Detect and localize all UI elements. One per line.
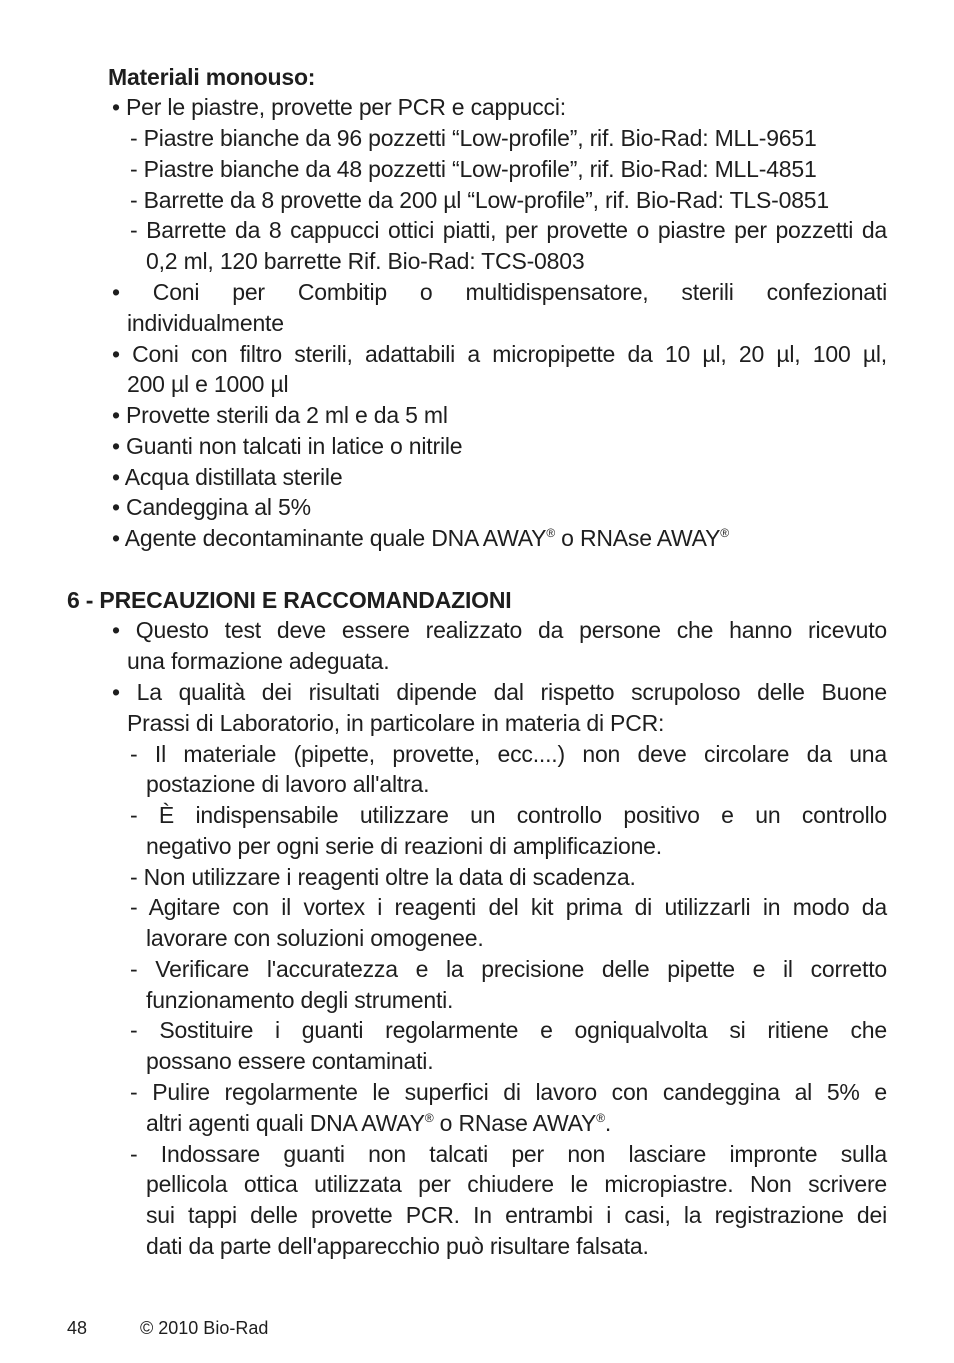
copyright-notice: © 2010 Bio-Rad xyxy=(140,1318,269,1338)
sub-item-continuation: possano essere contaminati. xyxy=(146,1048,434,1074)
sub-item: - Il materiale (pipette, provette, ecc....) non deve circolare da una xyxy=(130,741,887,767)
bullet-continuation: individualmente xyxy=(127,310,284,336)
sub-item: - Sostituire i guanti regolarmente e ogniqualvolta si ritiene che xyxy=(130,1017,887,1043)
section-heading-precauzioni: 6 - PRECAUZIONI E RACCOMANDAZIONI xyxy=(67,587,512,613)
sub-item-continuation: negativo per ogni serie di reazioni di amplificazione. xyxy=(146,833,662,859)
bullet-item: • Acqua distillata sterile xyxy=(112,464,343,490)
sub-item-continuation: sui tappi delle provette PCR. In entrambi i casi, la registrazione dei xyxy=(146,1202,887,1228)
sub-item: - Verificare l'accuratezza e la precisione delle pipette e il corretto xyxy=(130,956,887,982)
page-number: 48 xyxy=(67,1318,88,1338)
sub-item: - Piastre bianche da 48 pozzetti “Low-profile”, rif. Bio-Rad: MLL-4851 xyxy=(130,156,817,182)
bullet-continuation: una formazione adeguata. xyxy=(127,648,390,674)
sub-item-continuation: funzionamento degli strumenti. xyxy=(146,987,454,1013)
bullet-item: • Coni con filtro sterili, adattabili a micropipette da 10 µl, 20 µl, 100 µl, xyxy=(112,341,887,367)
sub-item-continuation: postazione di lavoro all'altra. xyxy=(146,771,430,797)
sub-item: - È indispensabile utilizzare un controllo positivo e un controllo xyxy=(130,802,887,828)
bullet-continuation: Prassi di Laboratorio, in particolare in materia di PCR: xyxy=(127,710,665,736)
bullet-item: • Coni per Combitip o multidispensatore, sterili confezionati xyxy=(112,279,887,305)
sub-item: - Agitare con il vortex i reagenti del kit prima di utilizzarli in modo da xyxy=(130,894,887,920)
sub-item: - Non utilizzare i reagenti oltre la data di scadenza. xyxy=(130,864,636,890)
bullet-continuation: 200 µl e 1000 µl xyxy=(127,371,289,397)
sub-item: - Indossare guanti non talcati per non lasciare impronte sulla xyxy=(130,1141,887,1167)
bullet-item: • Questo test deve essere realizzato da persone che hanno ricevuto xyxy=(112,617,887,643)
sub-item: - Barrette da 8 provette da 200 µl “Low-profile”, rif. Bio-Rad: TLS-0851 xyxy=(130,187,829,213)
sub-item: - Barrette da 8 cappucci ottici piatti, per provette o piastre per pozzetti da xyxy=(130,217,887,243)
sub-item-continuation: dati da parte dell'apparecchio può risultare falsata. xyxy=(146,1233,649,1259)
sub-item: - Piastre bianche da 96 pozzetti “Low-profile”, rif. Bio-Rad: MLL-9651 xyxy=(130,125,817,151)
sub-item: - Pulire regolarmente le superfici di lavoro con candeggina al 5% e xyxy=(130,1079,887,1105)
sub-item-continuation: pellicola ottica utilizzata per chiudere le micropiastre. Non scrivere xyxy=(146,1171,887,1197)
sub-item-continuation: 0,2 ml, 120 barrette Rif. Bio-Rad: TCS-0803 xyxy=(146,248,585,274)
section-heading-materiali: Materiali monouso: xyxy=(108,64,316,90)
bullet-item: • Guanti non talcati in latice o nitrile xyxy=(112,433,463,459)
bullet-item-agente: • Agente decontaminante quale DNA AWAY® o RNAse AWAY® xyxy=(112,525,729,551)
bullet-item: • Provette sterili da 2 ml e da 5 ml xyxy=(112,402,448,428)
bullet-item: • Candeggina al 5% xyxy=(112,494,311,520)
bullet-item: • Per le piastre, provette per PCR e cappucci: xyxy=(112,94,566,120)
sub-item-continuation: lavorare con soluzioni omogenee. xyxy=(146,925,484,951)
bullet-item: • La qualità dei risultati dipende dal rispetto scrupoloso delle Buone xyxy=(112,679,887,705)
sub-item-continuation-altri: altri agenti quali DNA AWAY® o RNase AWAY®. xyxy=(146,1110,612,1136)
